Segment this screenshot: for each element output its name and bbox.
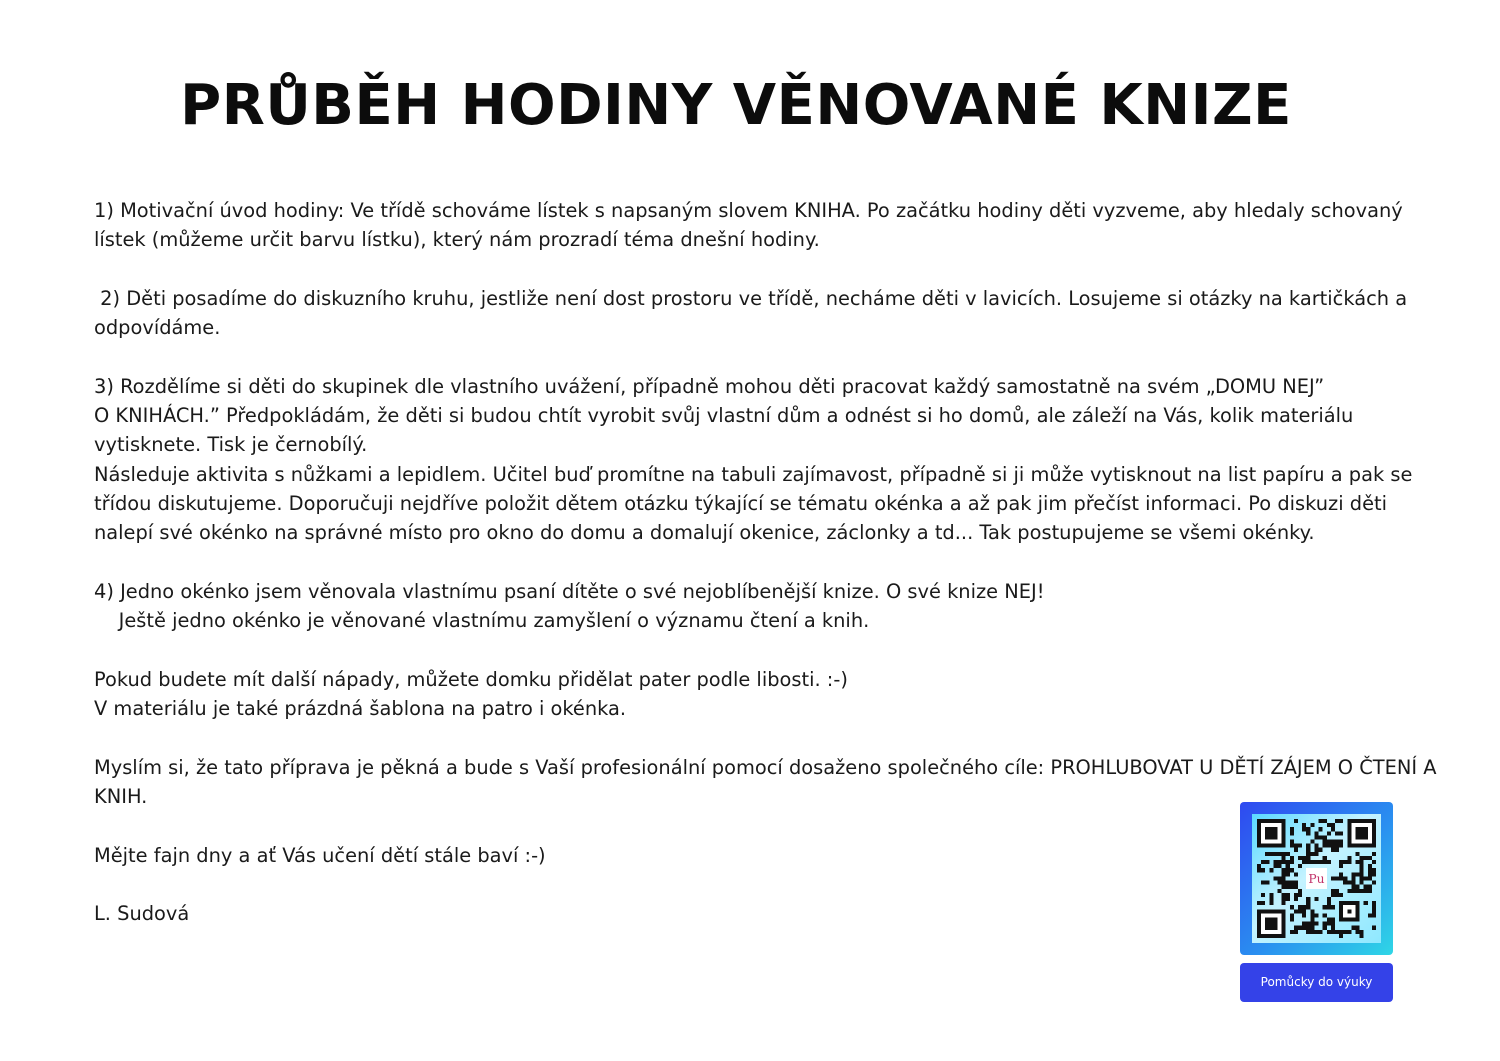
qr-code-icon <box>1257 819 1376 938</box>
qr-code-frame[interactable] <box>1240 802 1393 955</box>
paragraph-farewell: Mějte fajn dny a ať Vás učení dětí stále baví :-) <box>94 843 546 867</box>
paragraph-activity: Následuje aktivita s nůžkami a lepidlem. Učitel buď promítne na tabuli zajímavost, případně si ji může vytisknout na list papíru a pak se třídou diskutujeme. Doporučuji nejdříve položit dětem otázku týkající se tématu okénka a až pak jim přečíst informaci. Po diskuzi děti nalepí své okénko na správné místo pro okno do domu a domalují okenice, záclonky a td... Tak postupujeme se všemi okénky. <box>94 462 1419 545</box>
paragraph-goal: Myslím si, že tato příprava je pěkná a bude s Vaší profesionální pomocí dosaženo společného cíle: PROHLUBOVAT U DĚTÍ ZÁJEM O ČTENÍ A KNIH. <box>94 755 1443 808</box>
paragraph-discussion: 2) Děti posadíme do diskuzního kruhu, jestliže není dost prostoru ve třídě, necháme děti v lavicích. Losujeme si otázky na kartičkách a odpovídáme. <box>94 286 1414 340</box>
paragraph-window-writing: 4) Jedno okénko jsem věnovala vlastnímu psaní dítěte o své nejoblíbenější knize. O své knize NEJ! <box>94 579 1045 603</box>
paragraph-groups: 3) Rozdělíme si děti do skupinek dle vlastního uvážení, případně mohou děti pracovat každý samostatně na svém „DOMU NEJ” <box>94 374 1325 398</box>
paragraph-groups-continued: O KNIHÁCH.” Předpokládám, že děti si budou chtít vyrobit svůj vlastní dům a odnést si ho domů, ale záleží na Vás, kolik materiálu vytisknete. Tisk je černobílý. <box>94 404 1360 457</box>
author-signature: L. Sudová <box>94 902 190 926</box>
qr-logo-text: Pu <box>1308 872 1325 887</box>
page-title: PRŮBĚH HODINY VĚNOVANÉ KNIZE <box>180 73 1292 138</box>
paragraph-window-reflection: Ještě jedno okénko je věnované vlastnímu zamyšlení o významu čtení a knih. <box>94 609 870 633</box>
qr-code-background <box>1252 814 1381 943</box>
teaching-aids-button[interactable]: Pomůcky do výuky <box>1240 963 1393 1002</box>
document-body <box>94 196 1443 928</box>
paragraph-motivation: 1) Motivační úvod hodiny: Ve třídě schováme lístek s napsaným slovem KNIHA. Po začátku hodiny děti vyzveme, aby hledaly schovaný lístek (můžeme určit barvu lístku), který nám prozradí téma dnešní hodiny. <box>94 199 1409 252</box>
paragraph-template: V materiálu je také prázdná šablona na patro i okénka. <box>94 697 627 721</box>
paragraph-ideas: Pokud budete mít další nápady, můžete domku přidělat pater podle libosti. :-) <box>94 667 848 691</box>
